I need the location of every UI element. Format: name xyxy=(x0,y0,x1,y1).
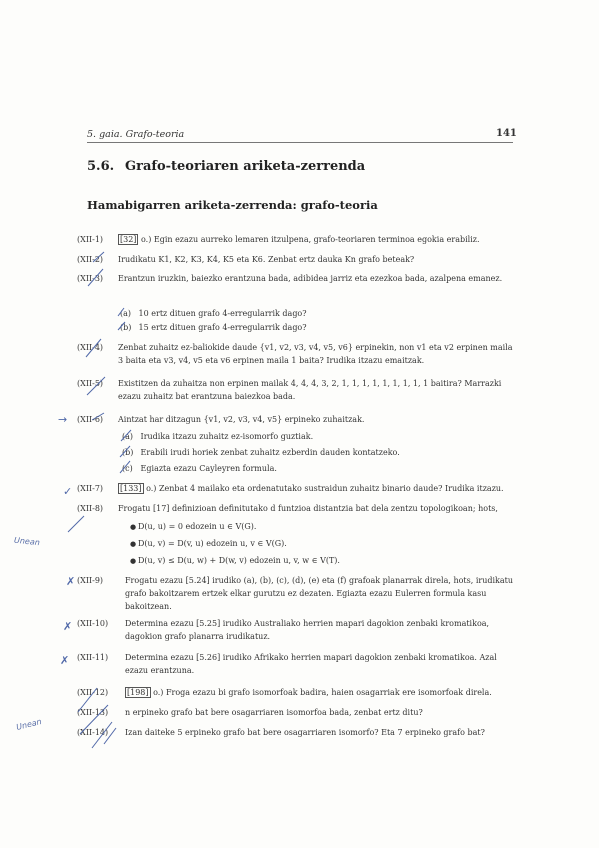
pen-stroke xyxy=(68,516,84,532)
handwritten-note: Unean xyxy=(13,535,41,548)
exercise-text: Frogatu [17] definizioan definitutako d funtzioa distantzia bat dela zentzu topologikoan; hots, xyxy=(118,504,498,513)
exercise-code: (XII-11) xyxy=(77,653,109,662)
citation-ref: [32] xyxy=(120,235,137,244)
condition-item: ● D(u, v) = D(v, u) edozein u, v ∈ V(G). xyxy=(130,539,287,548)
x-mark-icon: ✗ xyxy=(63,620,73,633)
exercise-code: (XII-2) xyxy=(77,255,104,264)
condition-item: ● D(u, u) = 0 edozein u ∈ V(G). xyxy=(130,522,257,531)
sub-item-b: (b) 15 ertz dituen grafo 4-erregularrik dago? xyxy=(120,323,307,332)
sub-item-a: (a) Irudika itzazu zuhaitz ez-isomorfo guztiak. xyxy=(122,432,314,441)
handwritten-note: Unean xyxy=(15,717,43,732)
exercise-list-title: Hamabigarren ariketa-zerrenda: grafo-teoria xyxy=(87,198,378,212)
exercise-text: [198] o.) Froga ezazu bi grafo isomorfoak badira, haien osagarriak ere isomorfoak direla. xyxy=(127,688,492,697)
arrow-mark-icon: → xyxy=(58,413,68,426)
condition-item: ● D(u, v) ≤ D(u, w) + D(w, v) edozein u, v, w ∈ V(T). xyxy=(130,556,340,565)
citation-ref: [198] xyxy=(127,688,149,697)
exercise-code: (XII-10) xyxy=(77,619,109,628)
section-title-text: Grafo-teoriaren ariketa-zerrenda xyxy=(125,159,366,174)
exercise-text: Existitzen da zuhaitza non erpinen mailak 4, 4, 4, 3, 2, 1, 1, 1, 1, 1, 1, 1, 1, 1 baitira? Marrazki ezazu zuhaitz bat erantzuna baiezkoa bada. xyxy=(118,379,502,401)
exercise-code: (XII-6) xyxy=(77,415,104,424)
exercise-code: (XII-4) xyxy=(77,343,104,352)
exercise-code: (XII-8) xyxy=(77,504,104,513)
sub-item-c: (c) Egiazta ezazu Cayleyren formula. xyxy=(122,464,277,473)
exercise-text: n erpineko grafo bat bere osagarriaren isomorfoa bada, zenbat ertz ditu? xyxy=(125,708,423,717)
check-mark-icon: ✓ xyxy=(63,485,73,498)
exercise-code: (XII-14) xyxy=(77,728,109,737)
exercise-code: (XII-13) xyxy=(77,708,109,717)
exercise-code: (XII-7) xyxy=(77,484,104,493)
exercise-code: (XII-9) xyxy=(77,576,104,585)
section-title xyxy=(87,159,365,174)
exercise-text: Izan daiteke 5 erpineko grafo bat bere osagarriaren isomorfo? Eta 7 erpineko grafo bat? xyxy=(125,728,485,737)
sub-item-a: (a) 10 ertz dituen grafo 4-erregularrik dago? xyxy=(120,309,307,318)
page-number: 141 xyxy=(496,128,517,139)
exercise-code: (XII-5) xyxy=(77,379,104,388)
exercise-text: [133] o.) Zenbat 4 mailako eta ordenatutako sustraidun zuhaitz binario daude? Irudika itzazu. xyxy=(120,484,504,493)
exercise-text: Zenbat zuhaitz ez-baliokide daude {v1, v2, v3, v4, v5, v6} erpinekin, non v1 eta v2 erpinen maila 3 baita eta v3, v4, v5 eta v6 erpinen maila 1 baita? Irudika itzazu emaitzak. xyxy=(118,343,513,365)
exercise-text: Determina ezazu [5.26] irudiko Afrikako herrien mapari dagokion zenbaki kromatikoa. Azal ezazu erantzuna. xyxy=(125,653,497,675)
header-rule xyxy=(87,142,513,143)
exercise-code: (XII-12) xyxy=(77,688,109,697)
exercise-text: Erantzun iruzkin, baiezko erantzuna bada, adibidea jarriz eta ezezkoa bada, azalpena emanez. xyxy=(118,274,503,283)
exercise-text: [32] o.) Egin ezazu aurreko lemaren itzulpena, grafo-teoriaren terminoa egokia erabiliz. xyxy=(120,235,480,244)
exercise-text: Aintzat har ditzagun {v1, v2, v3, v4, v5} erpineko zuhaitzak. xyxy=(118,415,365,424)
x-mark-icon: ✗ xyxy=(60,654,70,667)
citation-ref: [133] xyxy=(120,484,142,493)
exercise-text: Frogatu ezazu [5.24] irudiko (a), (b), (c), (d), (e) eta (f) grafoak planarrak direla, hots, irudikatu grafo bakoitzarem ertzek elkar gurutzu ez dezaten. Egiazta ezazu Eulerren formula kasu bakoitzean. xyxy=(125,576,514,611)
exercise-code: (XII-1) xyxy=(77,235,104,244)
running-head: 5. gaia. Grafo-teoria xyxy=(87,129,185,140)
sub-item-b: (b) Erabili irudi horiek zenbat zuhaitz ezberdin dauden kontatzeko. xyxy=(122,448,400,457)
section-number: 5.6. xyxy=(87,159,115,174)
x-mark-icon: ✗ xyxy=(66,575,76,588)
exercise-text: Irudikatu K1, K2, K3, K4, K5 eta K6. Zenbat ertz dauka Kn grafo beteak? xyxy=(118,255,415,264)
exercise-code: (XII-3) xyxy=(77,274,104,283)
exercise-text: Determina ezazu [5.25] irudiko Australiako herrien mapari dagokion zenbaki kromatikoa, dagokion grafo planarra irudikatuz. xyxy=(125,619,490,641)
